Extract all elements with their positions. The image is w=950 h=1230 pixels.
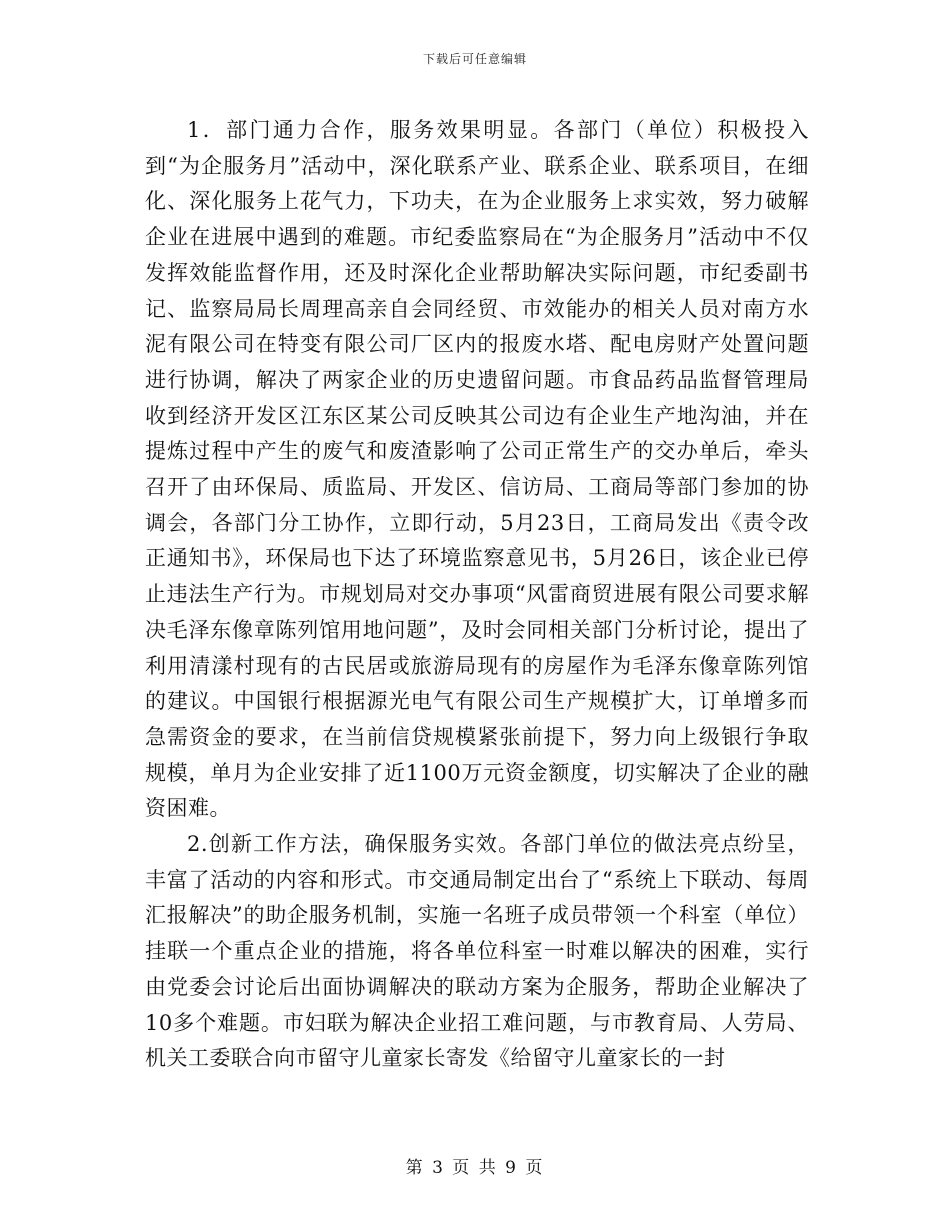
document-body [145, 113, 809, 1077]
paragraph-2: 2.创新工作方法，确保服务实效。各部门单位的做法亮点纷呈，丰富了活动的内容和形式。市交通局制定出台了“系统上下联动、每周汇报解决”的助企服务机制，实施一名班子成员带领一个科室（单位）挂联一个重点企业的措施，将各单位科室一时难以解决的困难，实行由党委会讨论后出面协调解决的联动方案为企服务，帮助企业解决了10多个难题。市妇联为解决企业招工难问题，与市教育局、人劳局、机关工委联合向市留守儿童家长寄发《给留守儿童家长的一封 [145, 832, 809, 1071]
page-header-note: 下载后可任意编辑 [422, 52, 527, 66]
paragraph-1: 1．部门通力合作，服务效果明显。各部门（单位）积极投入到“为企服务月”活动中，深化联系产业、联系企业、联系项目，在细化、深化服务上花气力，下功夫，在为企业服务上求实效，努力破解企业在进展中遇到的难题。市纪委监察局在“为企服务月”活动中不仅发挥效能监督作用，还及时深化企业帮助解决实际问题，市纪委副书记、监察局局长周理高亲自会同经贸、市效能办的相关人员对南方水泥有限公司在特变有限公司厂区内的报废水塔、配电房财产处置问题进行协调，解决了两家企业的历史遗留问题。市食品药品监督管理局收到经济开发区江东区某公司反映其公司边有企业生产地沟油，并在提炼过程中产生的废气和废渣影响了公司正常生产的交办单后，牵头召开了由环保局、质监局、开发区、信访局、工商局等部门参加的协调会，各部门分工协作，立即行动，5月23日，工商局发出《责令改正通知书》，环保局也下达了环境监察意见书，5月26日，该企业已停止违法生产行为。市规划局对交办事项“风雷商贸进展有限公司要求解决毛泽东像章陈列馆用地问题”，及时会同相关部门分析讨论，提出了利用清漾村现有的古民居或旅游局现有的房屋作为毛泽东像章陈列馆的建议。中国银行根据源光电气有限公司生产规模扩大，订单增多而急需资金的要求，在当前信贷规模紧张前提下，努力向上级银行争取规模，单月为企业安排了近1100万元资金额度，切实解决了企业的融资困难。 [145, 118, 809, 821]
page-number: 第 3 页 共 9 页 [405, 1158, 545, 1178]
